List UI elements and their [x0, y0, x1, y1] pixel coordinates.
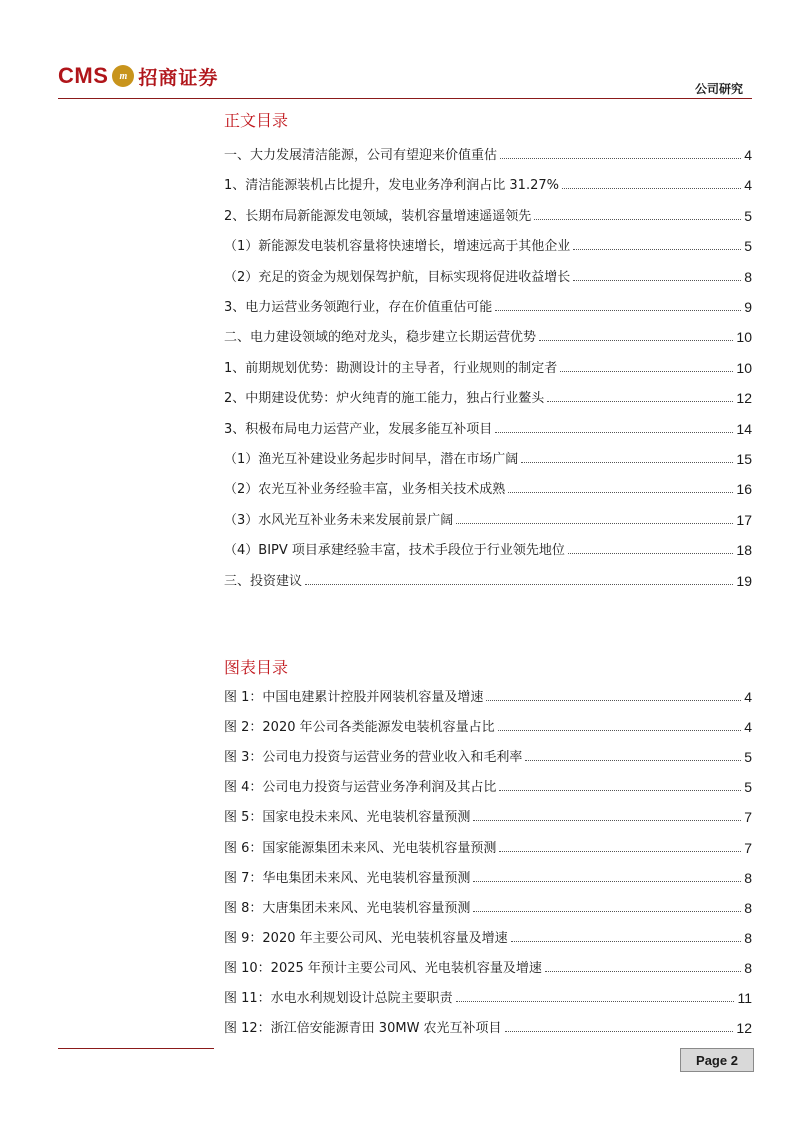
- entry-title: 图 8：大唐集团未来风、光电装机容量预测: [224, 897, 473, 916]
- entry-page-number: 8: [744, 959, 752, 976]
- entry-title: （1）渔光互补建设业务起步时间早，潜在市场广阔: [224, 448, 521, 467]
- dot-leader: [305, 584, 733, 585]
- entry-page-number: 18: [736, 542, 752, 559]
- figure-entry-link[interactable]: [224, 866, 752, 886]
- toc-entry-link[interactable]: [224, 386, 752, 406]
- entry-page-number: 8: [744, 869, 752, 886]
- entry-page-number: 15: [736, 451, 752, 467]
- entry-title: （3）水风光互补业务未来发展前景广阔: [224, 509, 456, 528]
- dot-leader: [473, 911, 741, 912]
- page-header: [0, 0, 793, 100]
- toc-title: 正文目录: [224, 111, 289, 130]
- entry-page-number: 5: [744, 779, 752, 796]
- toc-entry-link[interactable]: [224, 508, 752, 528]
- toc-entry-link[interactable]: [224, 356, 752, 376]
- dot-leader: [547, 401, 733, 402]
- entry-title: 图 12：浙江倍安能源青田 30MW 农光互补项目: [224, 1017, 505, 1036]
- dot-leader: [456, 523, 733, 524]
- figures-title: 图表目录: [224, 658, 289, 677]
- entry-title: 三、投资建议: [224, 570, 305, 589]
- figure-entry-link[interactable]: [224, 896, 752, 916]
- document-type-label: 公司研究: [694, 82, 743, 96]
- entry-page-number: 8: [744, 899, 752, 916]
- figure-entry-link[interactable]: [224, 715, 752, 735]
- footer-divider: [58, 1048, 214, 1049]
- toc-entry-link[interactable]: [224, 234, 752, 254]
- entry-title: 图 4：公司电力投资与运营业务净利润及其占比: [224, 776, 499, 795]
- entry-title: 图 1：中国电建累计控股并网装机容量及增速: [224, 686, 486, 705]
- figure-entry-link[interactable]: [224, 745, 752, 765]
- dot-leader: [573, 249, 741, 250]
- dot-leader: [539, 340, 733, 341]
- entry-page-number: 4: [744, 177, 752, 194]
- entry-title: （4）BIPV 项目承建经验丰富，技术手段位于行业领先地位: [224, 539, 568, 558]
- entry-title: 1、前期规划优势：勘测设计的主导者，行业规则的制定者: [224, 357, 560, 376]
- figure-entry-link[interactable]: [224, 836, 752, 856]
- logo-latin-text: CMS: [58, 63, 109, 88]
- entry-page-number: 12: [736, 390, 752, 407]
- dot-leader: [525, 760, 741, 761]
- dot-leader: [545, 971, 741, 972]
- dot-leader: [508, 492, 733, 493]
- figure-entry-link[interactable]: [224, 986, 752, 1006]
- company-logo: [58, 62, 218, 90]
- dot-leader: [456, 1001, 735, 1002]
- entry-title: 图 7：华电集团未来风、光电装机容量预测: [224, 867, 473, 886]
- toc-entry-link[interactable]: [224, 143, 752, 163]
- dot-leader: [505, 1031, 734, 1032]
- dot-leader: [486, 700, 741, 701]
- dot-leader: [473, 881, 741, 882]
- dot-leader: [560, 371, 733, 372]
- entry-title: （1）新能源发电装机容量将快速增长，增速远高于其他企业: [224, 235, 573, 254]
- toc-entry-link[interactable]: [224, 538, 752, 558]
- entry-title: 2、长期布局新能源发电领域，装机容量增速遥遥领先: [224, 205, 534, 224]
- dot-leader: [562, 188, 741, 189]
- logo-chinese-text: 招商证券: [138, 66, 219, 89]
- figure-entry-link[interactable]: [224, 1016, 752, 1036]
- figure-entry-link[interactable]: [224, 805, 752, 825]
- entry-page-number: 8: [744, 929, 752, 946]
- toc-entry-link[interactable]: [224, 447, 752, 467]
- dot-leader: [495, 310, 741, 311]
- dot-leader: [498, 730, 742, 731]
- entry-title: （2）充足的资金为规划保驾护航，目标实现将促进收益增长: [224, 266, 573, 285]
- entry-title: 图 11：水电水利规划设计总院主要职责: [224, 987, 456, 1006]
- entry-page-number: 19: [736, 572, 752, 589]
- entry-title: 图 10：2025 年预计主要公司风、光电装机容量及增速: [224, 957, 545, 976]
- entry-title: 图 5：国家电投未来风、光电装机容量预测: [224, 806, 473, 825]
- entry-page-number: 10: [736, 329, 752, 346]
- entry-title: 一、大力发展清洁能源，公司有望迎来价值重估: [224, 144, 500, 163]
- dot-leader: [495, 432, 733, 433]
- entry-page-number: 9: [744, 299, 752, 315]
- dot-leader: [521, 462, 733, 463]
- entry-page-number: 11: [737, 990, 752, 1006]
- entry-page-number: 5: [744, 238, 752, 255]
- entry-page-number: 5: [744, 749, 752, 766]
- entry-title: 图 3：公司电力投资与运营业务的营业收入和毛利率: [224, 746, 525, 765]
- entry-page-number: 7: [744, 839, 752, 856]
- entry-page-number: 17: [736, 511, 752, 528]
- entry-page-number: 5: [744, 207, 752, 224]
- figure-entry-link[interactable]: [224, 956, 752, 976]
- entry-page-number: 7: [744, 809, 752, 826]
- entry-title: 3、积极布局电力运营产业，发展多能互补项目: [224, 418, 495, 437]
- entry-page-number: 4: [744, 689, 752, 705]
- dot-leader: [534, 219, 741, 220]
- figure-entry-link[interactable]: [224, 926, 752, 946]
- entry-page-number: 14: [736, 420, 752, 437]
- dot-leader: [473, 820, 741, 821]
- dot-leader: [511, 941, 742, 942]
- logo-badge-icon: m: [112, 65, 134, 87]
- toc-entry-link[interactable]: [224, 325, 752, 345]
- toc-entry-link[interactable]: [224, 569, 752, 589]
- dot-leader: [568, 553, 734, 554]
- toc-entry-link[interactable]: [224, 417, 752, 437]
- toc-entry-link[interactable]: [224, 204, 752, 224]
- entry-page-number: 4: [744, 719, 752, 736]
- page-number-badge: Page 2: [680, 1048, 754, 1072]
- toc-entry-link[interactable]: [224, 295, 752, 315]
- figure-entry-link[interactable]: [224, 775, 752, 795]
- figure-entry-link[interactable]: [224, 685, 752, 705]
- entry-page-number: 4: [744, 147, 752, 163]
- dot-leader: [499, 790, 741, 791]
- entry-title: （2）农光互补业务经验丰富，业务相关技术成熟: [224, 478, 508, 497]
- toc-entry-link[interactable]: [224, 477, 752, 497]
- toc-entry-link[interactable]: [224, 173, 752, 193]
- entry-title: 图 6：国家能源集团未来风、光电装机容量预测: [224, 837, 499, 856]
- entry-page-number: 12: [736, 1020, 752, 1037]
- header-divider: [58, 98, 752, 99]
- entry-title: 1、清洁能源装机占比提升，发电业务净利润占比 31.27%: [224, 174, 562, 193]
- entry-title: 2、中期建设优势：炉火纯青的施工能力，独占行业鳌头: [224, 387, 547, 406]
- entry-title: 图 2：2020 年公司各类能源发电装机容量占比: [224, 716, 498, 735]
- entry-title: 图 9：2020 年主要公司风、光电装机容量及增速: [224, 927, 511, 946]
- toc-entry-link[interactable]: [224, 265, 752, 285]
- dot-leader: [500, 158, 741, 159]
- dot-leader: [499, 851, 741, 852]
- entry-page-number: 16: [736, 481, 752, 498]
- entry-page-number: 10: [736, 359, 752, 376]
- entry-title: 二、电力建设领域的绝对龙头，稳步建立长期运营优势: [224, 326, 539, 345]
- entry-page-number: 8: [744, 268, 752, 285]
- dot-leader: [573, 280, 741, 281]
- entry-title: 3、电力运营业务领跑行业，存在价值重估可能: [224, 296, 495, 315]
